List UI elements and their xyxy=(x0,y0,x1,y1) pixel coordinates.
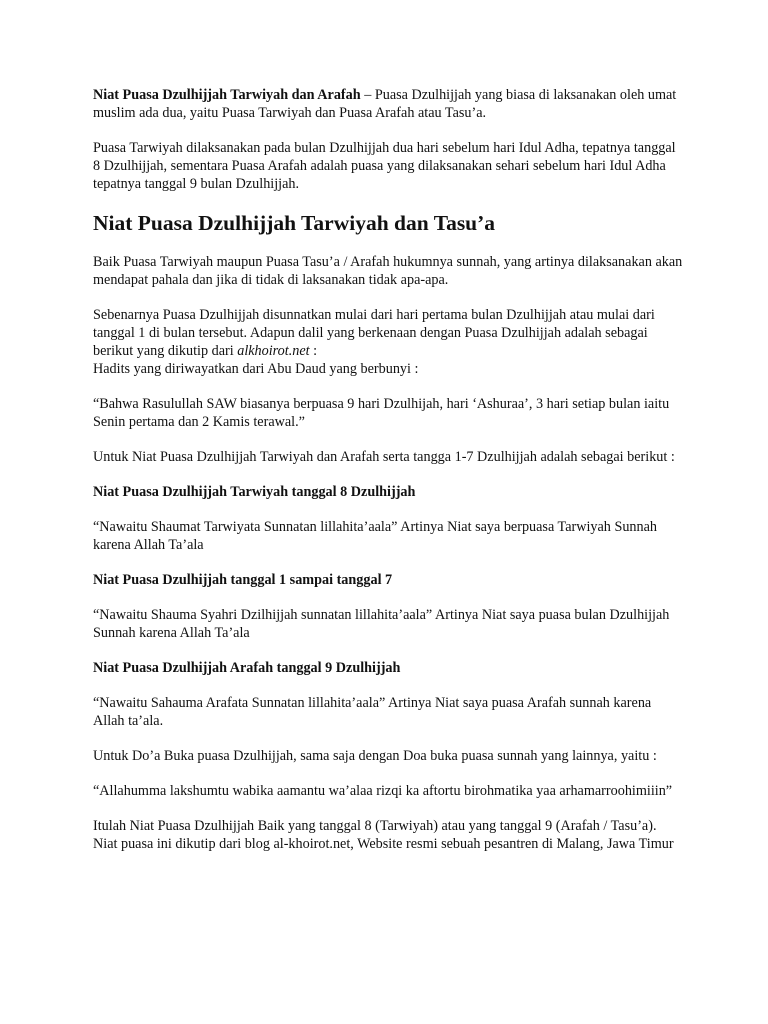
source-link[interactable]: alkhoirot.net xyxy=(237,343,310,359)
section-heading: Niat Puasa Dzulhijjah Tarwiyah dan Tasu’a xyxy=(93,211,496,235)
intro-paragraph xyxy=(93,86,683,122)
document-page xyxy=(93,86,683,870)
dalil-paragraph xyxy=(93,306,683,378)
dalil-text: Sebenarnya Puasa Dzulhijjah disunnatkan mulai dari hari pertama bulan Dzulhijjah atau mulai dari tanggal 1 di bulan tersebut. Adapun dalil yang berkenaan dengan Puasa Dzulhijjah adalah sebagai berikut yang dikutip dari xyxy=(93,307,655,359)
hadits-quote: “Bahwa Rasulullah SAW biasanya berpuasa 9 hari Dzulhijah, hari ‘Ashuraa’, 3 hari setiap bulan iaitu Senin pertama dan 2 Kamis terawal.” xyxy=(93,396,670,430)
doa-quote: “Allahumma lakshumtu wabika aamantu wa’alaa rizqi ka aftortu birohmatika yaa arhamarroohimiiin” xyxy=(93,783,673,799)
niat-tarwiyah-title: Niat Puasa Dzulhijjah Tarwiyah tanggal 8 Dzulhijjah xyxy=(93,484,416,500)
niat-arafah-text: “Nawaitu Sahauma Arafata Sunnatan lillahita’aala” Artinya Niat saya puasa Arafah sunnah karena Allah ta’ala. xyxy=(93,695,652,729)
untuk-paragraph: Untuk Niat Puasa Dzulhijjah Tarwiyah dan Arafah serta tangga 1-7 Dzulhijjah adalah sebagai berikut : xyxy=(93,449,675,465)
intro-title: Niat Puasa Dzulhijjah Tarwiyah dan Arafah xyxy=(93,87,361,103)
niat-1-7-text: “Nawaitu Shauma Syahri Dzilhijjah sunnatan lillahita’aala” Artinya Niat saya puasa bulan Dzulhijjah Sunnah karena Allah Ta’ala xyxy=(93,607,670,641)
dalil-colon: : xyxy=(309,343,318,359)
niat-1-7-title: Niat Puasa Dzulhijjah tanggal 1 sampai tanggal 7 xyxy=(93,572,393,588)
niat-tarwiyah-text: “Nawaitu Shaumat Tarwiyata Sunnatan lillahita’aala” Artinya Niat saya berpuasa Tarwiyah Sunnah karena Allah Ta’ala xyxy=(93,519,658,553)
niat-arafah-title: Niat Puasa Dzulhijjah Arafah tanggal 9 Dzulhijjah xyxy=(93,660,401,676)
sunnah-paragraph: Baik Puasa Tarwiyah maupun Puasa Tasu’a / Arafah hukumnya sunnah, yang artinya dilaksanakan akan mendapat pahala dan jika di tidak di laksanakan tidak apa-apa. xyxy=(93,254,683,288)
closing-paragraph: Itulah Niat Puasa Dzulhijjah Baik yang tanggal 8 (Tarwiyah) atau yang tanggal 9 (Arafah / Tasu’a). Niat puasa ini dikutip dari blog al-khoirot.net, Website resmi sebuah pesantren di Malang, Jawa Timur xyxy=(93,818,674,852)
hadits-intro: Hadits yang diriwayatkan dari Abu Daud yang berbunyi : xyxy=(93,361,419,377)
tarwiyah-paragraph: Puasa Tarwiyah dilaksanakan pada bulan Dzulhijjah dua hari sebelum hari Idul Adha, tepatnya tanggal 8 Dzulhijjah, sementara Puasa Arafah adalah puasa yang dilaksanakan sehari sebelum hari Idul Adha tepatnya tanggal 9 bulan Dzulhijjah. xyxy=(93,140,676,192)
doa-paragraph: Untuk Do’a Buka puasa Dzulhijjah, sama saja dengan Doa buka puasa sunnah yang lainnya, yaitu : xyxy=(93,748,657,764)
intro-text: – Puasa Dzulhijjah yang biasa di laksanakan oleh umat muslim ada dua, yaitu Puasa Tarwiyah dan Puasa Arafah atau Tasu’a. xyxy=(93,87,677,121)
